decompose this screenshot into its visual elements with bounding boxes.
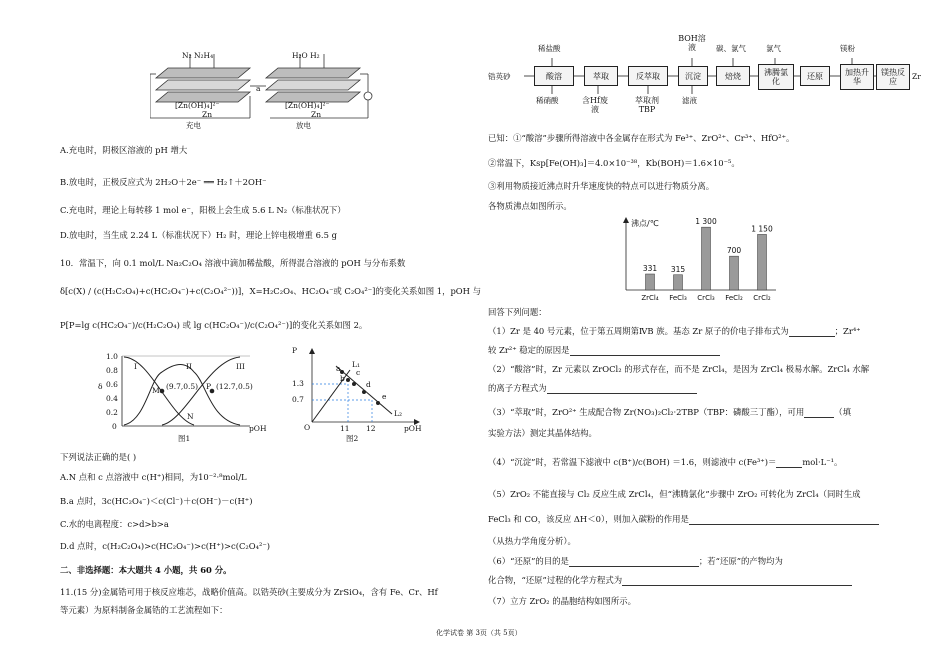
q1-text-b: 较 Zr²⁺ 稳定的原因是 [488,345,720,356]
q6-text-a: （6）“还原”的目的是 ；若“还原”的产物均为 [488,556,783,566]
q7-text: （7）立方 ZrO₂ 的晶胞结构如图所示。 [488,596,636,606]
chart-category-label: FeCl₂ [725,294,743,302]
chart-bar [730,256,739,290]
page-footer: 化学试卷 第 3页（共 5页） [436,629,522,637]
battery-electrode-left: [Zn(OH)₄]²⁻ [175,101,220,110]
q5-text-b: FeCl₃ 和 CO，该反应 ΔH＜0），则加入碳粉的作用是 [488,514,879,525]
q1-text-a: （1）Zr 是 40 号元素，位于第五周期第ⅣB 族。基态 Zr 原子的价电子排布式为 ；Zr⁴⁺ [488,326,861,336]
battery-caption-discharge: 放电 [296,121,311,130]
battery-mark-a: a [256,84,261,93]
q5-text-a: （5）ZrO₂ 不能直接与 Cl₂ 反应生成 ZrCl₄，但“沸腾氯化”步骤中 ZrO₂ 可转化为 ZrCl₄（同时生成 [488,489,861,499]
fig1-ylabel: δ [98,382,103,391]
fig1-ytick-4: 0.4 [106,394,118,403]
fig1-p-label: P [206,382,212,391]
fig1-xlabel: pOH [249,424,267,433]
fig2-point-b: b [340,374,345,383]
q2-text-b: 的离子方程式为 [488,383,697,394]
flow-step-heat-sublimation: 加热升华 [840,64,874,90]
flow-step-acid-dissolve: 酸溶 [534,66,574,86]
fig2-line-l2: L₂ [394,409,402,418]
fig1-ytick-5: 0.2 [106,408,118,417]
fig1-caption: 图1 [178,434,191,443]
known-2: ②常温下，Ksp[Fe(OH)₃]＝4.0×10⁻³⁸，Kb(BOH)＝1.6×10⁻⁵。 [488,158,740,168]
flow-step-precipitation: 沉淀 [678,66,708,86]
q9-option-b: B.放电时，正极反应式为 2H₂O＋2e⁻ ══ H₂↑＋2OH⁻ [60,177,267,187]
chart-category-label: ZrCl₄ [641,294,659,302]
fig2-ytick-2: 0.7 [292,395,304,404]
battery-caption-charge: 充电 [186,121,201,130]
fig2-point-a: a [336,364,341,373]
known-3: ③利用物质接近沸点时升华速度快的特点可以进行物质分离。 [488,181,715,191]
fig2-point-e: e [382,392,387,401]
chart-value-label: 331 [642,264,658,274]
q11-stem-line1: 11.(15 分)金属锆可用于核反应堆芯，战略价值高。以锆英砂(主要成分为 ZrSiO₄，含有 Fe、Cr、Hf [60,587,438,597]
q3-text-a: （3）“萃取”时，ZrO²⁺ 生成配合物 Zr(NO₃)₂Cl₂·2TBP（TBP：磷酸三丁酯），可用 （填 [488,407,851,417]
flow-input-mg-powder: 镁粉 [840,44,855,53]
known-4: 各物质沸点如图所示。 [488,201,572,211]
known-1: 已知：①“酸溶”步骤所得溶液中各金属存在形式为 Fe³⁺、ZrO²⁺、Cr³⁺、HfO²⁺。 [488,133,795,143]
fig2-xlabel: pOH [404,424,422,433]
q10-option-d: D.d 点时，c(H₂C₂O₄)>c(HC₂O₄⁻)>c(H⁺)>c(C₂O₄²⁻) [60,541,271,551]
flow-bottom-filtrate: 滤液 [682,96,697,105]
chart-category-label: CrCl₃ [697,294,715,302]
q9-option-d: D.放电时，当生成 2.24 L（标准状况下）H₂ 时，理论上锌电极增重 6.5 g [60,230,337,240]
chart-category-label: FeCl₃ [669,294,687,302]
q4-text: （4）“沉淀”时，若常温下滤液中 c(B⁺)/c(BOH) ＝1.6，则滤液中 c(Fe³⁺)＝ mol·L⁻¹。 [488,457,843,467]
fig2-point-c: c [356,368,361,377]
fig1-ytick-2: 0.8 [106,366,118,375]
chart-ylabel: 沸点/℃ [631,219,659,228]
q3-text-b: 实验方法）测定其晶体结构。 [488,428,597,438]
fig1-region-1: I [134,362,137,371]
flow-step-boiling-chlorination: 沸腾氯化 [758,64,794,90]
fig2-caption: 图2 [346,434,359,443]
q10-option-b: B.a 点时，3c(HC₂O₄⁻)＜c(Cl⁻)＋c(OH⁻)－c(H⁺) [60,496,253,506]
flow-input-carbon-chlorine: 碳、氯气 [716,44,746,53]
fig1-ytick-3: 0.6 [106,380,118,389]
q10-delta-def: δ[c(X) / (c(H₂C₂O₄)+c(HC₂O₄⁻)+c(C₂O₄²⁻))]，X=H₂C₂O₄、HC₂O₄⁻或 C₂O₄²⁻]的变化关系如图 1，pOH 与 [60,286,482,296]
q10-option-a: A.N 点和 c 点溶液中 c(H⁺)相同，为10⁻²·⁸mol/L [60,472,247,482]
battery-top-left: N₂ N₂H₄ [182,51,214,60]
fig1-region-3: III [236,362,245,371]
flow-input-hcl: 稀盐酸 [538,44,561,53]
flow-input-boh: BOH溶液 [678,34,706,52]
chart-value-label: 1 300 [695,217,717,227]
q10-stem: 10．常温下，向 0.1 mol/L Na₂C₂O₄ 溶液中滴加稀盐酸，所得混合溶液的 pOH 与分布系数 [60,258,406,268]
q10-p-def: P[P=lg c(HC₂O₄⁻)/c(H₂C₂O₄) 或 lg c(HC₂O₄⁻)/c(C₂O₄²⁻)]的变化关系如图 2。 [60,320,368,330]
fig2-xtick-2: 12 [366,424,376,433]
fig1-ytick-6: 0 [112,422,117,431]
q9-option-c: C.充电时，理论上每转移 1 mol e⁻，阳极上会生成 5.6 L N₂（标准状况下） [60,205,346,215]
fig2-ylabel: P [292,346,298,355]
fig2-origin: O [304,423,311,432]
battery-top-right: H₂O H₂ [292,51,320,60]
chart-value-label: 315 [670,264,686,274]
fig2-point-d: d [366,380,371,389]
fig2-ytick-1: 1.3 [292,379,304,388]
fig1-m-label: M [152,386,160,395]
fig1-m-point: (9.7,0.5) [166,382,199,391]
battery-electrode-right: [Zn(OH)₄]²⁻ [285,101,330,110]
q5-text-c: （从热力学角度分析）。 [488,536,576,546]
q10-option-c: C.水的电离程度：c>d>b>a [60,519,169,529]
section-heading: 二、非选择题：本大题共 4 小题，共 60 分。 [60,565,232,575]
flow-bottom-hf-waste: 含Hf废液 [582,96,608,114]
flow-step-back-extraction: 反萃取 [628,66,668,86]
flow-step-extraction: 萃取 [584,66,618,86]
fig1-p-point: (12.7,0.5) [216,382,253,391]
fig1-ytick-1: 1.0 [106,352,118,361]
q9-option-a: A.充电时，阴极区溶液的 pH 增大 [60,145,188,155]
boiling-point-chart [612,214,782,304]
flow-step-roasting: 焙烧 [716,66,750,86]
flow-end-zr: Zr [912,72,921,81]
chart-bar [758,234,767,290]
flow-bottom-tbp: 萃取剂TBP [635,96,659,114]
questions-intro: 回答下列问题： [488,307,547,317]
fig2-line-l1: L₁ [352,360,360,369]
flow-step-reduction: 还原 [800,66,830,86]
fig1-region-2: II [186,362,192,371]
fig2-xtick-1: 11 [340,424,350,433]
flow-bottom-hno3: 稀硝酸 [536,96,559,105]
figure2-p-vs-poh [296,348,426,436]
chart-bar [646,274,655,290]
q11-stem-line2: 等元素）为原料制备金属锆的工艺流程如下： [60,605,228,615]
battery-zn-left: Zn [202,110,213,119]
q10-question: 下列说法正确的是( ) [60,452,137,462]
q2-text-a: （2）“酸溶”时，Zr 元素以 ZrOCl₂ 的形式存在，而不是 ZrCl₄，是因为 ZrCl₄ 极易水解。ZrCl₄ 水解 [488,364,870,374]
flow-step-magnesiothermic: 镁热反应 [876,64,910,90]
chart-bar [702,227,711,290]
q6-text-b: 化合物，“还原”过程的化学方程式为 [488,575,852,586]
chart-y-arrow [623,217,629,223]
flow-input-chlorine: 氯气 [766,44,781,53]
chart-value-label: 700 [726,246,742,256]
flow-start-zircon-sand: 锆英砂 [488,72,511,81]
chart-category-label: CrCl₂ [753,294,771,302]
battery-zn-right: Zn [311,110,322,119]
chart-bar [674,275,683,290]
chart-value-label: 1 150 [751,224,773,234]
fig1-n-label: N [187,412,194,421]
